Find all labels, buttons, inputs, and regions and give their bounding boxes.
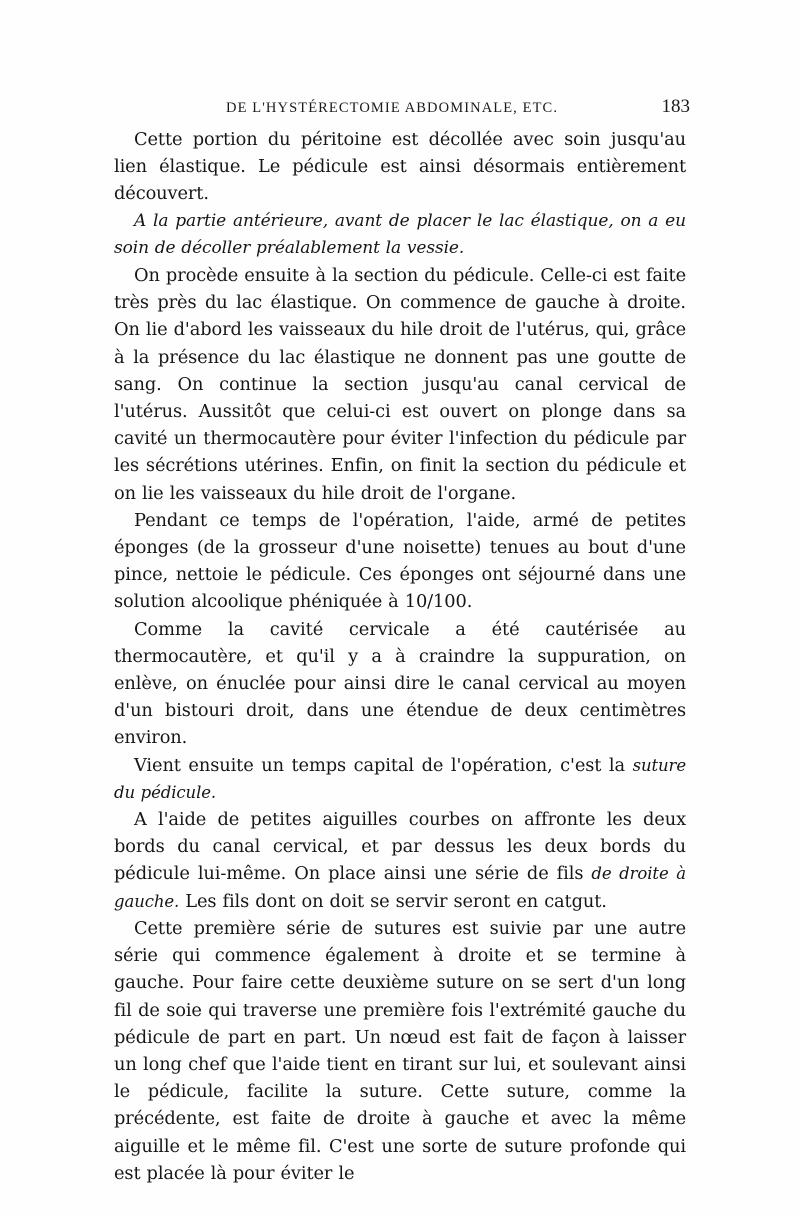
body-text: [114, 126, 686, 1187]
paragraph: [114, 806, 686, 915]
paragraph-text: A l'aide de petites aiguilles courbes on affronte les deux bords du canal cervical, et par dessus les deux bords du pédicule lui-même. On place ainsi une série de fils: [114, 809, 686, 885]
running-head: [114, 96, 690, 122]
paragraph: Cette portion du péritoine est décollée avec soin jusqu'au lien élastique. Le pédicule est ainsi désormais entièrement découvert.: [114, 129, 686, 205]
paragraph-text: Vient ensuite un temps capital de l'opération, c'est la: [134, 754, 633, 776]
paragraph: Cette première série de sutures est suivie par une autre série qui commence également à droite et se termine à gauche. Pour faire cette deuxième suture on se sert d'un long fil de soie qui traverse une première fois l'extrémité gauche du pédicule de part en part. Un nœud est fait de façon à laisser un long chef que l'aide tient en tirant sur lui, et soulevant ainsi le pédicule, facilite la suture. Cette suture, comme la précédente, est faite de droite à gauche et avec la même aiguille et le même fil. C'est une sorte de suture profonde qui est placée là pour éviter le: [114, 917, 686, 1184]
paragraph: Pendant ce temps de l'opération, l'aide, armé de petites éponges (de la grosseur d'une noisette) tenues au bout d'une pince, nettoie le pédicule. Ces éponges ont séjourné dans une solution alcoolique phéniquée à 10/100.: [114, 509, 686, 613]
paragraph: [114, 752, 686, 806]
italic-phrase: de droite à gauche.: [114, 864, 686, 911]
paragraph-text: Les fils dont on doit se servir seront en catgut.: [179, 890, 607, 912]
page-number: 183: [661, 96, 690, 117]
paragraph: On procède ensuite à la section du pédicule. Celle-ci est faite très près du lac élastique. On commence de gauche à droite. On lie d'abord les vaisseaux du hile droit de l'utérus, qui, grâce à la présence du lac élastique ne donnent pas une goutte de sang. On continue la section jusqu'au canal cervical de l'utérus. Aussitôt que celui-ci est ouvert on plonge dans sa cavité un thermocautère pour éviter l'infection du pédicule par les sécrétions utérines. Enfin, on finit la section du pédicule et on lie les vaisseaux du hile droit de l'organe.: [114, 265, 686, 504]
paragraph: Comme la cavité cervicale a été cautérisée au thermocautère, et qu'il y a à craindre la suppuration, on enlève, on énuclée pour ainsi dire le canal cervical au moyen d'un bistouri droit, dans une étendue de deux centimètres environ.: [114, 618, 686, 749]
italic-phrase: suture du pédicule.: [114, 755, 686, 802]
running-title: DE L'HYSTÉRECTOMIE ABDOMINALE, ETC.: [226, 100, 559, 116]
italic-paragraph: A la partie antérieure, avant de placer le lac élastique, on a eu soin de décoller préalablement la vessie.: [114, 210, 686, 258]
